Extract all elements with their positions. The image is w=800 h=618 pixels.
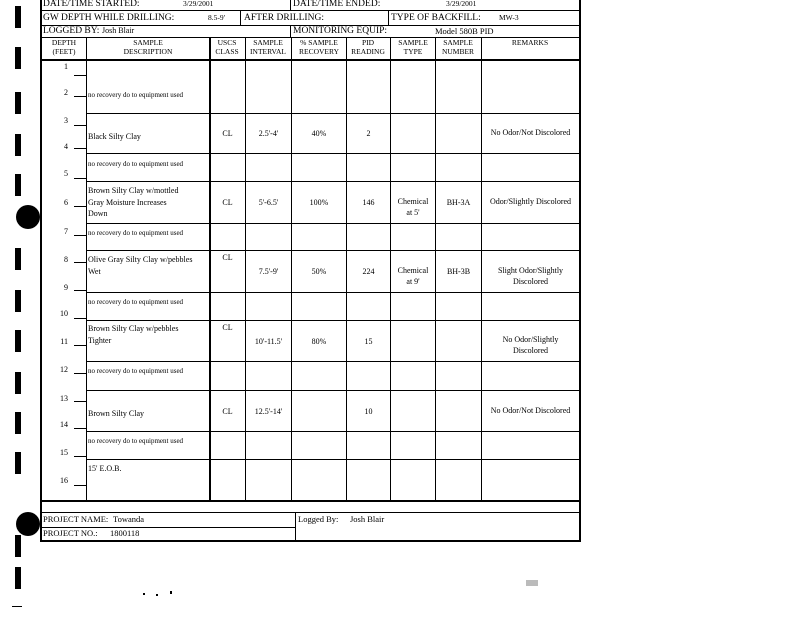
uscs-class: CL bbox=[222, 323, 233, 332]
project-no-label: PROJECT NO.: bbox=[43, 528, 98, 538]
logged-by-value: Josh Blair bbox=[102, 26, 135, 35]
depth-tick bbox=[74, 178, 86, 179]
row-divider bbox=[86, 250, 580, 251]
punch-mark bbox=[15, 412, 21, 434]
col-head-uscs bbox=[210, 39, 244, 56]
speck bbox=[526, 580, 538, 586]
col-head-line: USCS bbox=[217, 38, 237, 47]
rule bbox=[40, 10, 581, 11]
punch-mark bbox=[15, 6, 21, 28]
frame-left bbox=[40, 0, 42, 540]
depth-tick bbox=[74, 345, 86, 346]
depth-tick bbox=[74, 401, 86, 402]
boring-log-form bbox=[40, 0, 581, 540]
punch-mark bbox=[15, 248, 21, 270]
sample-interval: 2.5'-4' bbox=[258, 129, 279, 138]
sample-type bbox=[391, 266, 435, 288]
sample-recovery: 50% bbox=[311, 267, 327, 276]
date-started-label: DATE/TIME STARTED: bbox=[43, 0, 140, 9]
remarks bbox=[482, 335, 579, 357]
col-head-line: RECOVERY bbox=[298, 46, 339, 56]
binder-ring-hole bbox=[16, 205, 40, 229]
depth-label: 16 bbox=[60, 476, 68, 485]
after-drilling-label: AFTER DRILLING: bbox=[244, 13, 324, 23]
divider bbox=[240, 10, 241, 25]
col-head-line: TYPE bbox=[403, 46, 423, 56]
uscs-class: CL bbox=[222, 253, 233, 262]
backfill-label: TYPE OF BACKFILL: bbox=[391, 13, 481, 23]
pid-reading: 10 bbox=[364, 407, 373, 416]
depth-label: 10 bbox=[60, 309, 68, 318]
type-line: Chemical bbox=[397, 266, 429, 275]
speck bbox=[170, 591, 172, 594]
row-divider bbox=[86, 431, 580, 432]
depth-tick bbox=[74, 206, 86, 207]
punch-mark bbox=[15, 47, 21, 69]
logged-by-label: LOGGED BY: bbox=[43, 26, 100, 36]
desc-line: Tighter bbox=[88, 335, 112, 345]
pid-reading: 146 bbox=[362, 198, 375, 207]
sample-recovery: 40% bbox=[311, 129, 327, 138]
row-divider bbox=[40, 500, 581, 502]
type-line: at 5' bbox=[406, 207, 420, 217]
depth-label: 9 bbox=[64, 283, 68, 292]
depth-tick bbox=[74, 262, 86, 263]
desc-line: Brown Silty Clay w/mottled bbox=[88, 186, 179, 195]
row-divider bbox=[86, 153, 580, 154]
sample-interval: 10'-11.5' bbox=[254, 337, 283, 346]
pid-reading: 2 bbox=[366, 129, 371, 138]
sample-interval: 5'-6.5' bbox=[258, 198, 279, 207]
type-line: Chemical bbox=[397, 197, 429, 206]
sample-interval: 7.5'-9' bbox=[258, 267, 279, 276]
punch-mark bbox=[15, 567, 21, 589]
date-started-value: 3/29/2001 bbox=[183, 0, 214, 8]
monitoring-equip-label: MONITORING EQUIP: bbox=[293, 26, 388, 36]
row-divider bbox=[86, 320, 580, 321]
date-ended-label: DATE/TIME ENDED: bbox=[293, 0, 381, 9]
punch-mark bbox=[15, 92, 21, 114]
depth-label: 14 bbox=[60, 420, 68, 429]
sample-type bbox=[391, 197, 435, 219]
depth-label: 7 bbox=[64, 227, 68, 236]
col-head-line: % SAMPLE bbox=[300, 38, 338, 47]
remarks: Odor/Slightly Discolored bbox=[489, 197, 572, 206]
sample-description bbox=[88, 254, 208, 277]
sample-description: Brown Silty Clay bbox=[88, 409, 145, 418]
divider bbox=[388, 10, 389, 25]
col-head-line: NUMBER bbox=[441, 46, 475, 56]
depth-label: 11 bbox=[60, 337, 68, 346]
depth-label: 6 bbox=[64, 198, 68, 207]
remarks-line: Slight Odor/Slightly bbox=[497, 266, 564, 275]
remarks-line: Discolored bbox=[512, 345, 549, 355]
depth-label: 5 bbox=[64, 169, 68, 178]
sample-number: BH-3A bbox=[446, 198, 471, 207]
depth-tick bbox=[74, 96, 86, 97]
divider bbox=[290, 25, 291, 37]
project-no-value: 1800118 bbox=[110, 528, 140, 538]
gw-depth-value: 8.5-9' bbox=[208, 13, 225, 22]
depth-tick bbox=[74, 485, 86, 486]
uscs-class: CL bbox=[222, 198, 233, 207]
col-head-line: DEPTH bbox=[51, 38, 77, 47]
footer-logged-by-value: Josh Blair bbox=[350, 514, 385, 524]
col-head-pid bbox=[347, 39, 389, 56]
col-head-line: READING bbox=[351, 46, 385, 56]
col-head-remarks bbox=[482, 39, 578, 48]
desc-line: Wet bbox=[88, 266, 101, 276]
depth-tick bbox=[74, 235, 86, 236]
uscs-class: CL bbox=[222, 407, 233, 416]
col-head-line: REMARKS bbox=[511, 38, 549, 47]
sample-description bbox=[88, 323, 208, 346]
divider bbox=[290, 0, 291, 10]
depth-label: 15 bbox=[60, 448, 68, 457]
footer-rule bbox=[40, 512, 581, 513]
row-divider bbox=[86, 361, 580, 362]
row-divider bbox=[86, 181, 580, 182]
depth-tick bbox=[74, 318, 86, 319]
col-head-line: SAMPLE bbox=[253, 38, 283, 47]
binder-ring-hole bbox=[16, 512, 40, 536]
sample-description: no recovery do to equipment used bbox=[88, 160, 184, 168]
col-head-interval bbox=[246, 39, 290, 56]
sample-description: no recovery do to equipment used bbox=[88, 437, 184, 445]
desc-line: Olive Gray Silty Clay w/pebbles bbox=[88, 255, 193, 264]
depth-tick bbox=[74, 456, 86, 457]
depth-tick bbox=[74, 373, 86, 374]
punch-mark bbox=[15, 330, 21, 352]
remarks: No Odor/Not Discolored bbox=[490, 406, 571, 415]
project-name-label: PROJECT NAME: bbox=[43, 514, 109, 524]
col-head-description bbox=[88, 39, 208, 56]
punch-mark bbox=[15, 452, 21, 474]
punch-mark bbox=[15, 372, 21, 394]
depth-tick bbox=[74, 75, 86, 76]
punch-mark bbox=[15, 290, 21, 312]
row-divider bbox=[86, 223, 580, 224]
footer-logged-by-label: Logged By: bbox=[298, 514, 339, 524]
desc-line: Gray Moisture Increases bbox=[88, 197, 167, 207]
sample-description: no recovery do to equipment used bbox=[88, 298, 184, 306]
col-head-line: SAMPLE bbox=[443, 38, 473, 47]
sample-description: Black Silty Clay bbox=[88, 132, 141, 141]
sample-description: no recovery do to equipment used bbox=[88, 91, 184, 99]
monitoring-equip-value: Model 580B PID bbox=[435, 26, 494, 36]
col-head-line: CLASS bbox=[215, 46, 239, 56]
depth-label: 4 bbox=[64, 142, 68, 151]
sample-description: no recovery do to equipment used bbox=[88, 229, 184, 237]
sample-interval: 12.5'-14' bbox=[254, 407, 283, 416]
desc-line: Brown Silty Clay w/pebbles bbox=[88, 324, 179, 333]
pid-reading: 224 bbox=[362, 267, 375, 276]
col-head-depth bbox=[42, 39, 86, 56]
sample-description: no recovery do to equipment used bbox=[88, 367, 184, 375]
depth-tick bbox=[74, 125, 86, 126]
frame-bottom bbox=[40, 540, 581, 542]
date-ended-value: 3/29/2001 bbox=[446, 0, 477, 8]
depth-label: 2 bbox=[64, 88, 68, 97]
depth-label: 12 bbox=[60, 365, 68, 374]
depth-label: 8 bbox=[64, 255, 68, 264]
sample-description bbox=[88, 185, 208, 220]
remarks: No Odor/Not Discolored bbox=[490, 128, 571, 137]
depth-label: 1 bbox=[64, 62, 68, 71]
col-head-type bbox=[391, 39, 435, 56]
col-head-line: (FEET) bbox=[52, 46, 76, 56]
desc-line: Down bbox=[88, 209, 108, 219]
uscs-class: CL bbox=[222, 129, 233, 138]
col-head-line: SAMPLE bbox=[398, 38, 428, 47]
col-head-line: PID bbox=[361, 38, 375, 47]
punch-mark bbox=[15, 174, 21, 196]
remarks bbox=[482, 266, 579, 288]
sample-description: 15' E.O.B. bbox=[88, 464, 122, 473]
col-head-line: INTERVAL bbox=[250, 46, 286, 56]
depth-tick bbox=[74, 148, 86, 149]
project-name-value: Towanda bbox=[113, 514, 145, 524]
type-line: at 9' bbox=[406, 276, 420, 286]
speck bbox=[156, 594, 158, 596]
backfill-value: MW-3 bbox=[499, 13, 519, 22]
punch-mark bbox=[15, 134, 21, 156]
rule bbox=[40, 59, 581, 61]
depth-label: 13 bbox=[60, 394, 68, 403]
footer-divider bbox=[295, 512, 296, 540]
sample-recovery: 100% bbox=[309, 198, 329, 207]
row-divider bbox=[86, 459, 580, 460]
col-head-number bbox=[436, 39, 480, 56]
col-head-recovery bbox=[292, 39, 346, 56]
depth-tick bbox=[74, 290, 86, 291]
speck bbox=[12, 606, 22, 607]
depth-label: 3 bbox=[64, 116, 68, 125]
remarks-line: Discolored bbox=[512, 276, 549, 286]
col-head-line: DESCRIPTION bbox=[123, 46, 173, 56]
speck bbox=[143, 593, 145, 595]
sample-number: BH-3B bbox=[446, 267, 471, 276]
depth-tick bbox=[74, 428, 86, 429]
punch-mark bbox=[15, 535, 21, 557]
gw-depth-label: GW DEPTH WHILE DRILLING: bbox=[43, 13, 175, 23]
pid-reading: 15 bbox=[364, 337, 373, 346]
col-head-line: SAMPLE bbox=[133, 38, 163, 47]
row-divider bbox=[86, 113, 580, 114]
sample-recovery: 80% bbox=[311, 337, 327, 346]
remarks-line: No Odor/Slightly bbox=[502, 335, 559, 344]
row-divider bbox=[86, 390, 580, 391]
row-divider bbox=[86, 292, 580, 293]
